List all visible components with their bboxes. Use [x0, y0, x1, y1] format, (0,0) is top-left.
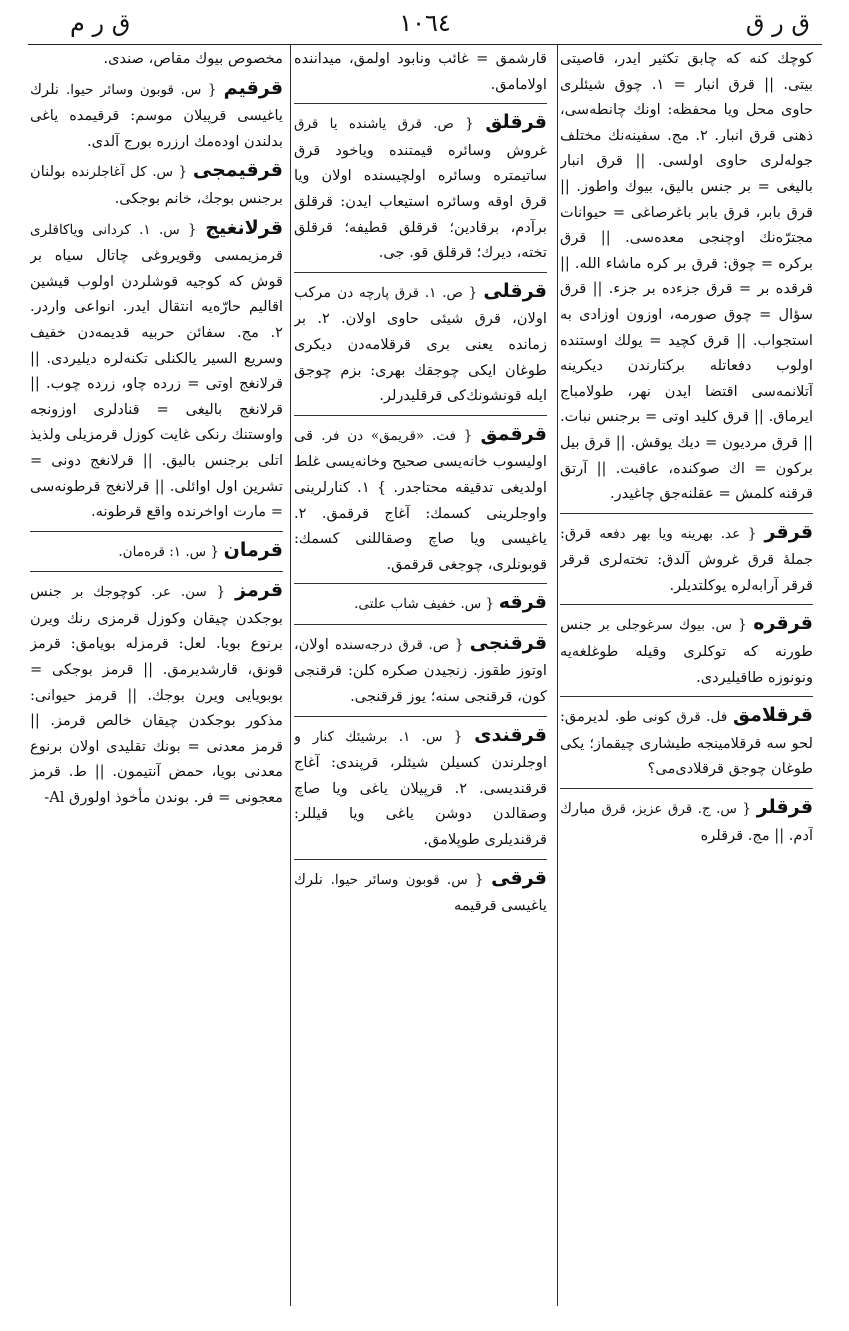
dictionary-entry	[294, 624, 547, 710]
entry-grammar-tag: { س. خفیف شاب علتی.	[354, 596, 495, 613]
entry-definition: قرمزیمسی وقویروغی چاتال سیاه بر قوش که کوجیه قوشلردن اولوب قیشین اقالیم حارّه‌یه انتقال ایدر. انواعی واردر. ٢. مج. سفائن حربیه قدیمه‌دن خفیف وسریع السیر یالکنلی تکنه‌لره دیلیردی. || قرلانغج اوتی = زرده چاو، زرده چوب. || قرلانغج بالیغی = قنادلری اوزونجه واوستنك رنکی غایت کوزل قرمزیلی ولذیذ اتلی برجنس بالیق. || قرلانغج دونی = تشرین اول اوائلی. || قرلانغج قرطونه‌سی = مارت اواخرنده واقع قرطونه.	[30, 247, 283, 521]
entry-definition: قی اولیسوب خانه‌یسی صحیح وخانه‌یسی غلط اولدیغی تدقیقه محتاجدر. } ١. کنارلرینی واوجلرینی کسمك: آغاج قرقمق. ٢. یاغیسی ویا صاچ وصقاللنی کسمك: قوبونلری، چوجغی قرقمق.	[294, 426, 547, 573]
entry-headword: قرقلامق	[732, 704, 813, 727]
entry-grammar-tag: { ص. ١. قرق پارچه دن	[337, 284, 478, 301]
dictionary-entry	[560, 696, 813, 782]
dictionary-entry	[294, 716, 547, 853]
dictionary-entry	[30, 76, 283, 155]
entry-definition: قرق: جملهٔ قرق غروش آلدق: تخته‌لری قرقر قرقر آرابه‌لره یوکلتدیلر.	[560, 524, 813, 594]
entry-grammar-tag: { ص. قرق درجه‌سنده	[334, 636, 464, 653]
entry-headword: قرقیمجی	[192, 159, 283, 182]
entry-grammar-tag: { س. ١. کردانی ویاکاقلری	[30, 221, 197, 238]
dictionary-entry	[30, 571, 283, 810]
column-divider	[557, 44, 558, 1306]
dictionary-entry	[294, 415, 547, 578]
dictionary-entry	[30, 531, 283, 566]
dictionary-entry	[560, 604, 813, 690]
entry-definition: نلرك یاغیسی قرقیمه	[294, 870, 547, 915]
column-right	[560, 46, 813, 1308]
entry-definition: کوچك کنه که چابق تکثیر ایدر، قاصیتی بیتی. || قرق انبار = ١. چوق شیئلری حاوی محل ویا محفظه: اونك چانطه‌سی، ذهنی قرق انبار. ٢. مج. سفینه‌نك مختلف جوله‌لری حاوی اولسی. || قرق انبار بالیغی = بر جنس بالیق، بیوك واطوز. || قرق بابر، قرق بابر باغرصاغی = حیوانات مجترّه‌نك اوچنجی معده‌سی. || قرق برکره = چوق: قرق بر کره ماشاء الله. || قرقده بر = قرق جزءده بر جزء. || قرق سؤال = چوق صورمه، اوزون اوزادی به استجواب. || قرق کچید = یولك اوستنده اولوب دفعاتله برکتارندن دیکرینه آتلانمه‌سی اقتضا ایدن نهر، طولامباج ایرماق. || قرق کلید اوتی = برجنس نبات. || قرق مردیون = دیك یوقش. || قرق بیل برکون = اك صوکنده، عاقبت. || آرتق قرقنه کلمش = عقلنه‌جق چاغیدر.	[560, 50, 813, 503]
dictionary-entry	[294, 272, 547, 409]
dictionary-entry	[294, 103, 547, 266]
entry-definition: و اوجلرندن کسیلن شیئلر، قرپندی: آغاج قرقندیسی. ٢. قرپیلان یاغی ویا صاچ وصقالدن دوشن یاغی ویا قیللر: قرقندیلری طوپلامق.	[294, 727, 547, 849]
entry-definition: جنس بوجکدن چیقان وکوزل قرمزی رنك ویرن برنوع بویا. لعل: قرمزله بویامق: قرمز قونق، قارشدیرمق. || قرمز بوجکی = بوبویایی ویرن بوجك. || قرمز حیوانی: مذکور بوجکدن چیقان خالص قرمز. || قرمز معدنی = بونك تقلیدی اولان برنوع معدنی بویا، حمض آنتیمون. || ط. قرمز معجونی = فر. بوندن مأخوذ اولورق Al-	[30, 583, 283, 807]
dictionary-entry	[560, 46, 813, 507]
entry-headword: قرمان	[223, 538, 283, 561]
entry-headword: قرقمق	[480, 422, 547, 445]
entry-grammar-tag: { ص. قرق یاشنده یا قرق	[294, 116, 474, 133]
dictionary-entry	[560, 788, 813, 848]
entry-definition: مرکب اولان، قرق شیئی حاوی اولان. ٢. بر زمانده یعنی بری قرقلامه‌دن دیکری طوغان ایکی چوجقك بهری: بزم چوجق ایله قونشونك‌کی قرقلیدرلر.	[294, 283, 547, 405]
entry-grammar-tag: { س. ج. قرق عزیز، قرق	[601, 801, 751, 818]
entry-headword: قرقلق	[485, 111, 547, 134]
entry-headword: قرقی	[491, 866, 547, 889]
entry-headword: قرلانغیج	[205, 216, 283, 239]
entry-grammar-tag: فل. قرق کونی طو.	[614, 709, 728, 726]
entry-definition: غروش وسائره قیمتنده ویاخود قرق ساتیمتره وسائره اولچیسنده اولان ویا قرق اوقه وسائره استیعاب ایدن: قرقلق برآدم، برقادین؛ قرقلق قطیفه؛ قرقلق تخته، دیرك؛ قرقلق قو. جی.	[294, 141, 547, 262]
entry-headword: قرقر	[764, 520, 813, 543]
dictionary-entry	[294, 46, 547, 97]
entry-definition: جنس طورنه که توکلری وقیله طوغلغه‌یه ونونوزه طاقیلیردی.	[560, 616, 813, 686]
page-header	[28, 4, 822, 45]
column-left	[30, 46, 283, 1308]
header-right-label: ق ر ق	[745, 9, 810, 37]
entry-definition: قارشمق = غائب ونابود اولمق، میداننده اولامامق.	[294, 50, 547, 93]
entry-grammar-tag: { س. قوبون وسائر حیوا.	[66, 81, 217, 98]
entry-headword: قرقلر	[756, 796, 813, 819]
dictionary-entry	[30, 46, 283, 72]
entry-grammar-tag: { س. ١. برشیئك کنار	[312, 728, 463, 745]
entry-definition: لدیرمق: لحو سه قرقلامینجه طیشاری چیقماز؛ یکی طوغان چوجق قرقلادی‌می؟	[560, 708, 813, 778]
entry-headword: قرقره	[753, 612, 813, 635]
entry-headword: قرقنجی	[469, 631, 547, 654]
dictionary-entry	[30, 216, 283, 525]
entry-headword: قرمز	[235, 579, 283, 602]
entry-headword: قرقه	[498, 591, 547, 614]
page-number: ١٠٦٤	[399, 9, 451, 37]
entry-definition: اولان، اوتوز طقوز. زنجیدن صکره کلن: قرقنجی کون، قرقنجی سنه؛ یوز قرقنجی.	[294, 635, 547, 706]
entry-definition: مخصوص بیوك مقاص، صندی.	[103, 50, 283, 67]
entry-definition: نلرك یاغیسی قرپیلان موسم: قرقیمده یاغی بدلندن اوده‌مك ارزره بورج آلدی.	[30, 80, 283, 150]
entry-grammar-tag: { فت. «قریمق» دن فر.	[321, 427, 473, 444]
entry-definition: بولنان برجنس بوجك، خانم بوجکی.	[30, 163, 283, 207]
dictionary-entry	[30, 158, 283, 211]
dictionary-entry	[294, 859, 547, 919]
dictionary-entry	[294, 583, 547, 618]
entry-grammar-tag: { سن. عر. کوچوجك بر	[72, 584, 226, 601]
entry-grammar-tag: { س. قوبون وسائر حیوا.	[330, 871, 484, 888]
column-middle	[294, 46, 547, 1308]
entry-grammar-tag: { عد. بهرینه ویا بهر دفعه	[599, 525, 757, 542]
entry-grammar-tag: { س. ١: قره‌مان.	[118, 543, 219, 560]
entry-grammar-tag: { س. بیوك سرغوجلی بر	[598, 617, 747, 634]
entry-definition: مبارك آدم. || مج. قرقلره	[560, 800, 813, 844]
entry-headword: قرقلی	[483, 279, 547, 302]
entry-grammar-tag: { س. کل آغاجلرنده	[71, 164, 188, 181]
dictionary-entry	[560, 513, 813, 599]
entry-headword: قرقندی	[474, 723, 547, 746]
column-divider	[290, 44, 291, 1306]
header-left-label: ق ر م	[70, 9, 131, 37]
entry-headword: قرقیم	[223, 76, 283, 99]
